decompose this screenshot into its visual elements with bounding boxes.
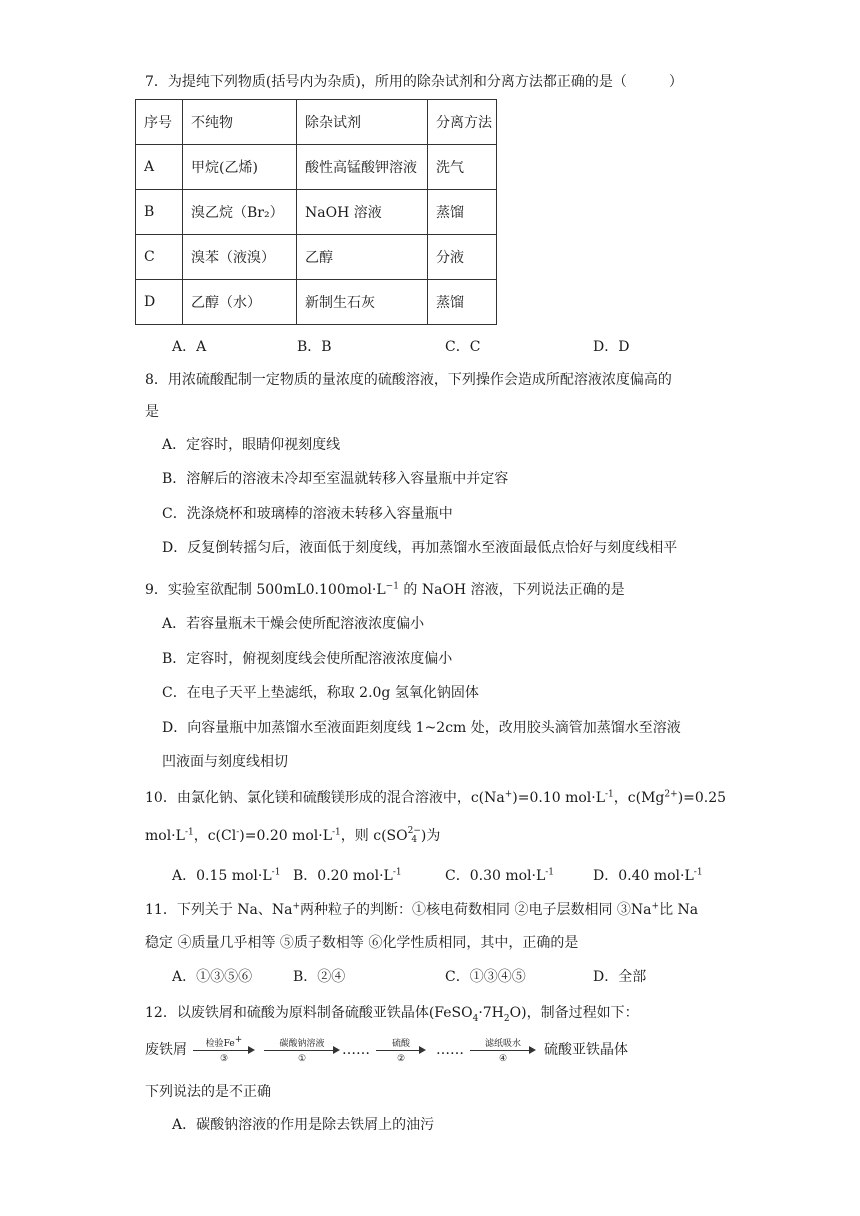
q7-option-c: C．C	[445, 339, 481, 355]
q8-option-d: D．反复倒转摇匀后，液面低于刻度线，再加蒸馏水至液面最低点恰好与刻度线相平	[162, 540, 678, 556]
q11-option-d: D．全部	[593, 969, 647, 985]
flow-ellipsis: ……	[342, 1042, 370, 1058]
q7-option-b: B．B	[297, 339, 332, 355]
q10-option-d	[593, 866, 703, 886]
q8-stem-cont: 是	[145, 404, 159, 420]
q10-sub: 4	[411, 835, 418, 845]
q11-text: 比 Na	[659, 902, 699, 918]
table-cell: 不纯物	[183, 100, 297, 145]
flow-arrow-step: ③	[219, 1054, 229, 1064]
q11-sup: +	[292, 901, 301, 912]
flow-arrow-2	[264, 1039, 340, 1064]
q10-option-a	[172, 866, 280, 886]
q12-text: O)，制备过程如下：	[509, 1005, 639, 1021]
q11-option-b: B．②④	[293, 969, 346, 985]
q9-stem-unit: ·L	[371, 582, 386, 598]
table-cell: 酸性高锰酸钾溶液	[297, 145, 428, 190]
q10-text: ，则 c(SO	[340, 828, 408, 844]
q8-option-b: B．溶解后的溶液未冷却至室温就转移入容量瓶中并定容	[162, 471, 509, 487]
flow-arrow-3	[376, 1039, 426, 1064]
q12-sub: 2	[503, 1013, 510, 1024]
arrow-head-icon	[419, 1046, 426, 1054]
arrow-head-icon	[529, 1046, 536, 1054]
q10-text: )=0.20 mol·L	[239, 828, 333, 844]
table-cell: 序号	[136, 100, 183, 145]
table-row	[136, 145, 497, 190]
q9-stem-exp: −1	[385, 581, 399, 592]
q9-option-a: A．若容量瓶未干燥会使所配溶液浓度偏小	[162, 616, 425, 632]
flow-ellipsis: ……	[436, 1042, 464, 1058]
q7-stem: 7．为提纯下列物质(括号内为杂质)，所用的除杂试剂和分离方法都正确的是（ ）	[145, 74, 683, 90]
table-cell: 乙醇（水）	[183, 280, 297, 325]
q9-option-d: D．向容量瓶中加蒸馏水至液面距刻度线 1~2cm 处，改用胶头滴管加蒸馏水至溶液	[162, 720, 681, 736]
q10-sup: -1	[271, 867, 281, 878]
q10-sup: -1	[693, 867, 703, 878]
flow-arrow-label: 碳酸钠溶液	[279, 1039, 325, 1049]
arrow-shaft	[193, 1050, 249, 1051]
q9-stem	[145, 580, 625, 600]
table-row	[136, 190, 497, 235]
q11-text: 11．下列关于 Na、Na	[145, 902, 293, 918]
table-cell: 分离方法	[428, 100, 497, 145]
table-cell: 除杂试剂	[297, 100, 428, 145]
table-cell: B	[136, 190, 183, 235]
arrow-shaft	[470, 1050, 530, 1051]
table-cell: NaOH 溶液	[297, 190, 428, 235]
q10-sup: -1	[392, 867, 402, 878]
q10-text: ，c(Mg	[613, 790, 665, 806]
q10-sup: -1	[545, 867, 555, 878]
q10-sulfate-charge	[408, 827, 421, 845]
q11-text: 两种粒子的判断：①核电荷数相同 ②电子层数相同 ③Na	[300, 902, 652, 918]
q10-sup: -1	[332, 827, 341, 838]
table-cell: A	[136, 145, 183, 190]
table-cell: 乙醇	[297, 235, 428, 280]
table-cell: 洗气	[428, 145, 497, 190]
q12-sub-stem: 下列说法的是不正确	[145, 1084, 271, 1100]
q10-text: )为	[420, 828, 441, 844]
table-cell: 蒸馏	[428, 280, 497, 325]
q12-sub: 4	[472, 1013, 479, 1024]
flow-arrow-label	[193, 1036, 255, 1049]
flow-arrow-step: ①	[297, 1054, 307, 1064]
arrow-shaft	[264, 1050, 334, 1051]
q10-sup: +	[504, 789, 513, 800]
table-cell: D	[136, 280, 183, 325]
q12-text: 12．以废铁屑和硫酸为原料制备硫酸亚铁晶体(FeSO	[145, 1005, 473, 1021]
table-row	[136, 280, 497, 325]
q10-text: 10．由氯化钠、氯化镁和硫酸镁形成的混合溶液中，c(Na	[145, 790, 505, 806]
q11-option-c: C．①③④⑤	[445, 969, 526, 985]
q10-option-text: A．0.15 mol·L	[172, 868, 272, 884]
arrow-shaft	[376, 1050, 420, 1051]
flow-start-label: 废铁屑	[145, 1042, 187, 1058]
q10-sup: -1	[605, 789, 614, 800]
table-cell: 蒸馏	[428, 190, 497, 235]
table-cell: 溴乙烷（Br₂）	[183, 190, 297, 235]
q9-option-c: C．在电子天平上垫滤纸，称取 2.0g 氢氧化钠固体	[162, 685, 479, 701]
q8-option-a: A．定容时，眼睛仰视刻度线	[162, 437, 341, 453]
q10-sup: 2−	[407, 826, 421, 836]
q10-text: )=0.10 mol·L	[512, 790, 606, 806]
table-cell: 新制生石灰	[297, 280, 428, 325]
table-cell: 溴苯（液溴）	[183, 235, 297, 280]
flow-arrow-top-text: 检验Fe	[205, 1039, 235, 1049]
q10-text: )=0.25	[677, 790, 727, 806]
table-cell: 分液	[428, 235, 497, 280]
q11-stem	[145, 900, 698, 920]
q10-option-text: D．0.40 mol·L	[593, 868, 694, 884]
q9-option-d-cont: 凹液面与刻度线相切	[162, 754, 288, 770]
q10-option-text: C．0.30 mol·L	[445, 868, 546, 884]
q10-stem	[145, 788, 726, 808]
table-cell: C	[136, 235, 183, 280]
q10-text: mol·L	[145, 828, 185, 844]
q12-stem	[145, 1003, 639, 1023]
table-header-row	[136, 100, 497, 145]
q8-stem: 8．用浓硫酸配制一定物质的量浓度的硫酸溶液，下列操作会造成所配溶液浓度偏高的	[145, 372, 672, 388]
flow-arrow-sup: +	[234, 1035, 243, 1045]
q11-sup: +	[651, 901, 660, 912]
q9-stem-post: 的 NaOH 溶液，下列说法正确的是	[398, 582, 625, 598]
flow-end-label: 硫酸亚铁晶体	[544, 1042, 628, 1058]
q9-stem-pre: 9．实验室欲配制 500mL0.100mol	[145, 582, 372, 598]
q11-stem-cont: 稳定 ④质量几乎相等 ⑤质子数相等 ⑥化学性质相同，其中，正确的是	[145, 935, 579, 951]
q9-option-b: B．定容时，俯视刻度线会使所配溶液浓度偏小	[162, 651, 453, 667]
q10-text: ，c(Cl	[193, 828, 237, 844]
table-cell: 甲烷(乙烯)	[183, 145, 297, 190]
q10-stem-cont	[145, 826, 440, 846]
q10-option-c	[445, 866, 554, 886]
q12-option-a: A．碳酸钠溶液的作用是除去铁屑上的油污	[172, 1117, 435, 1133]
flow-arrow-label: 滤纸吸水	[484, 1039, 521, 1049]
q8-option-c: C．洗涤烧杯和玻璃棒的溶液未转移入容量瓶中	[162, 506, 453, 522]
q10-option-b	[293, 866, 402, 886]
flow-arrow-4	[470, 1039, 536, 1064]
flow-arrow-step: ④	[498, 1054, 508, 1064]
table-row	[136, 235, 497, 280]
flow-arrow-label: 硫酸	[391, 1039, 410, 1049]
flow-arrow-step: ②	[396, 1054, 406, 1064]
q12-text: ·7H	[478, 1005, 504, 1021]
q7-table	[135, 99, 497, 325]
q10-sup: -1	[184, 827, 194, 838]
flow-arrow-1	[193, 1035, 255, 1064]
q7-option-d: D．D	[593, 339, 630, 355]
q7-option-a: A．A	[172, 339, 207, 355]
q10-sup: 2+	[664, 789, 678, 800]
q10-sup: -	[236, 827, 240, 838]
arrow-head-icon	[333, 1046, 340, 1054]
q10-option-text: B．0.20 mol·L	[293, 868, 393, 884]
arrow-head-icon	[248, 1046, 255, 1054]
q11-option-a: A．①③⑤⑥	[172, 969, 253, 985]
